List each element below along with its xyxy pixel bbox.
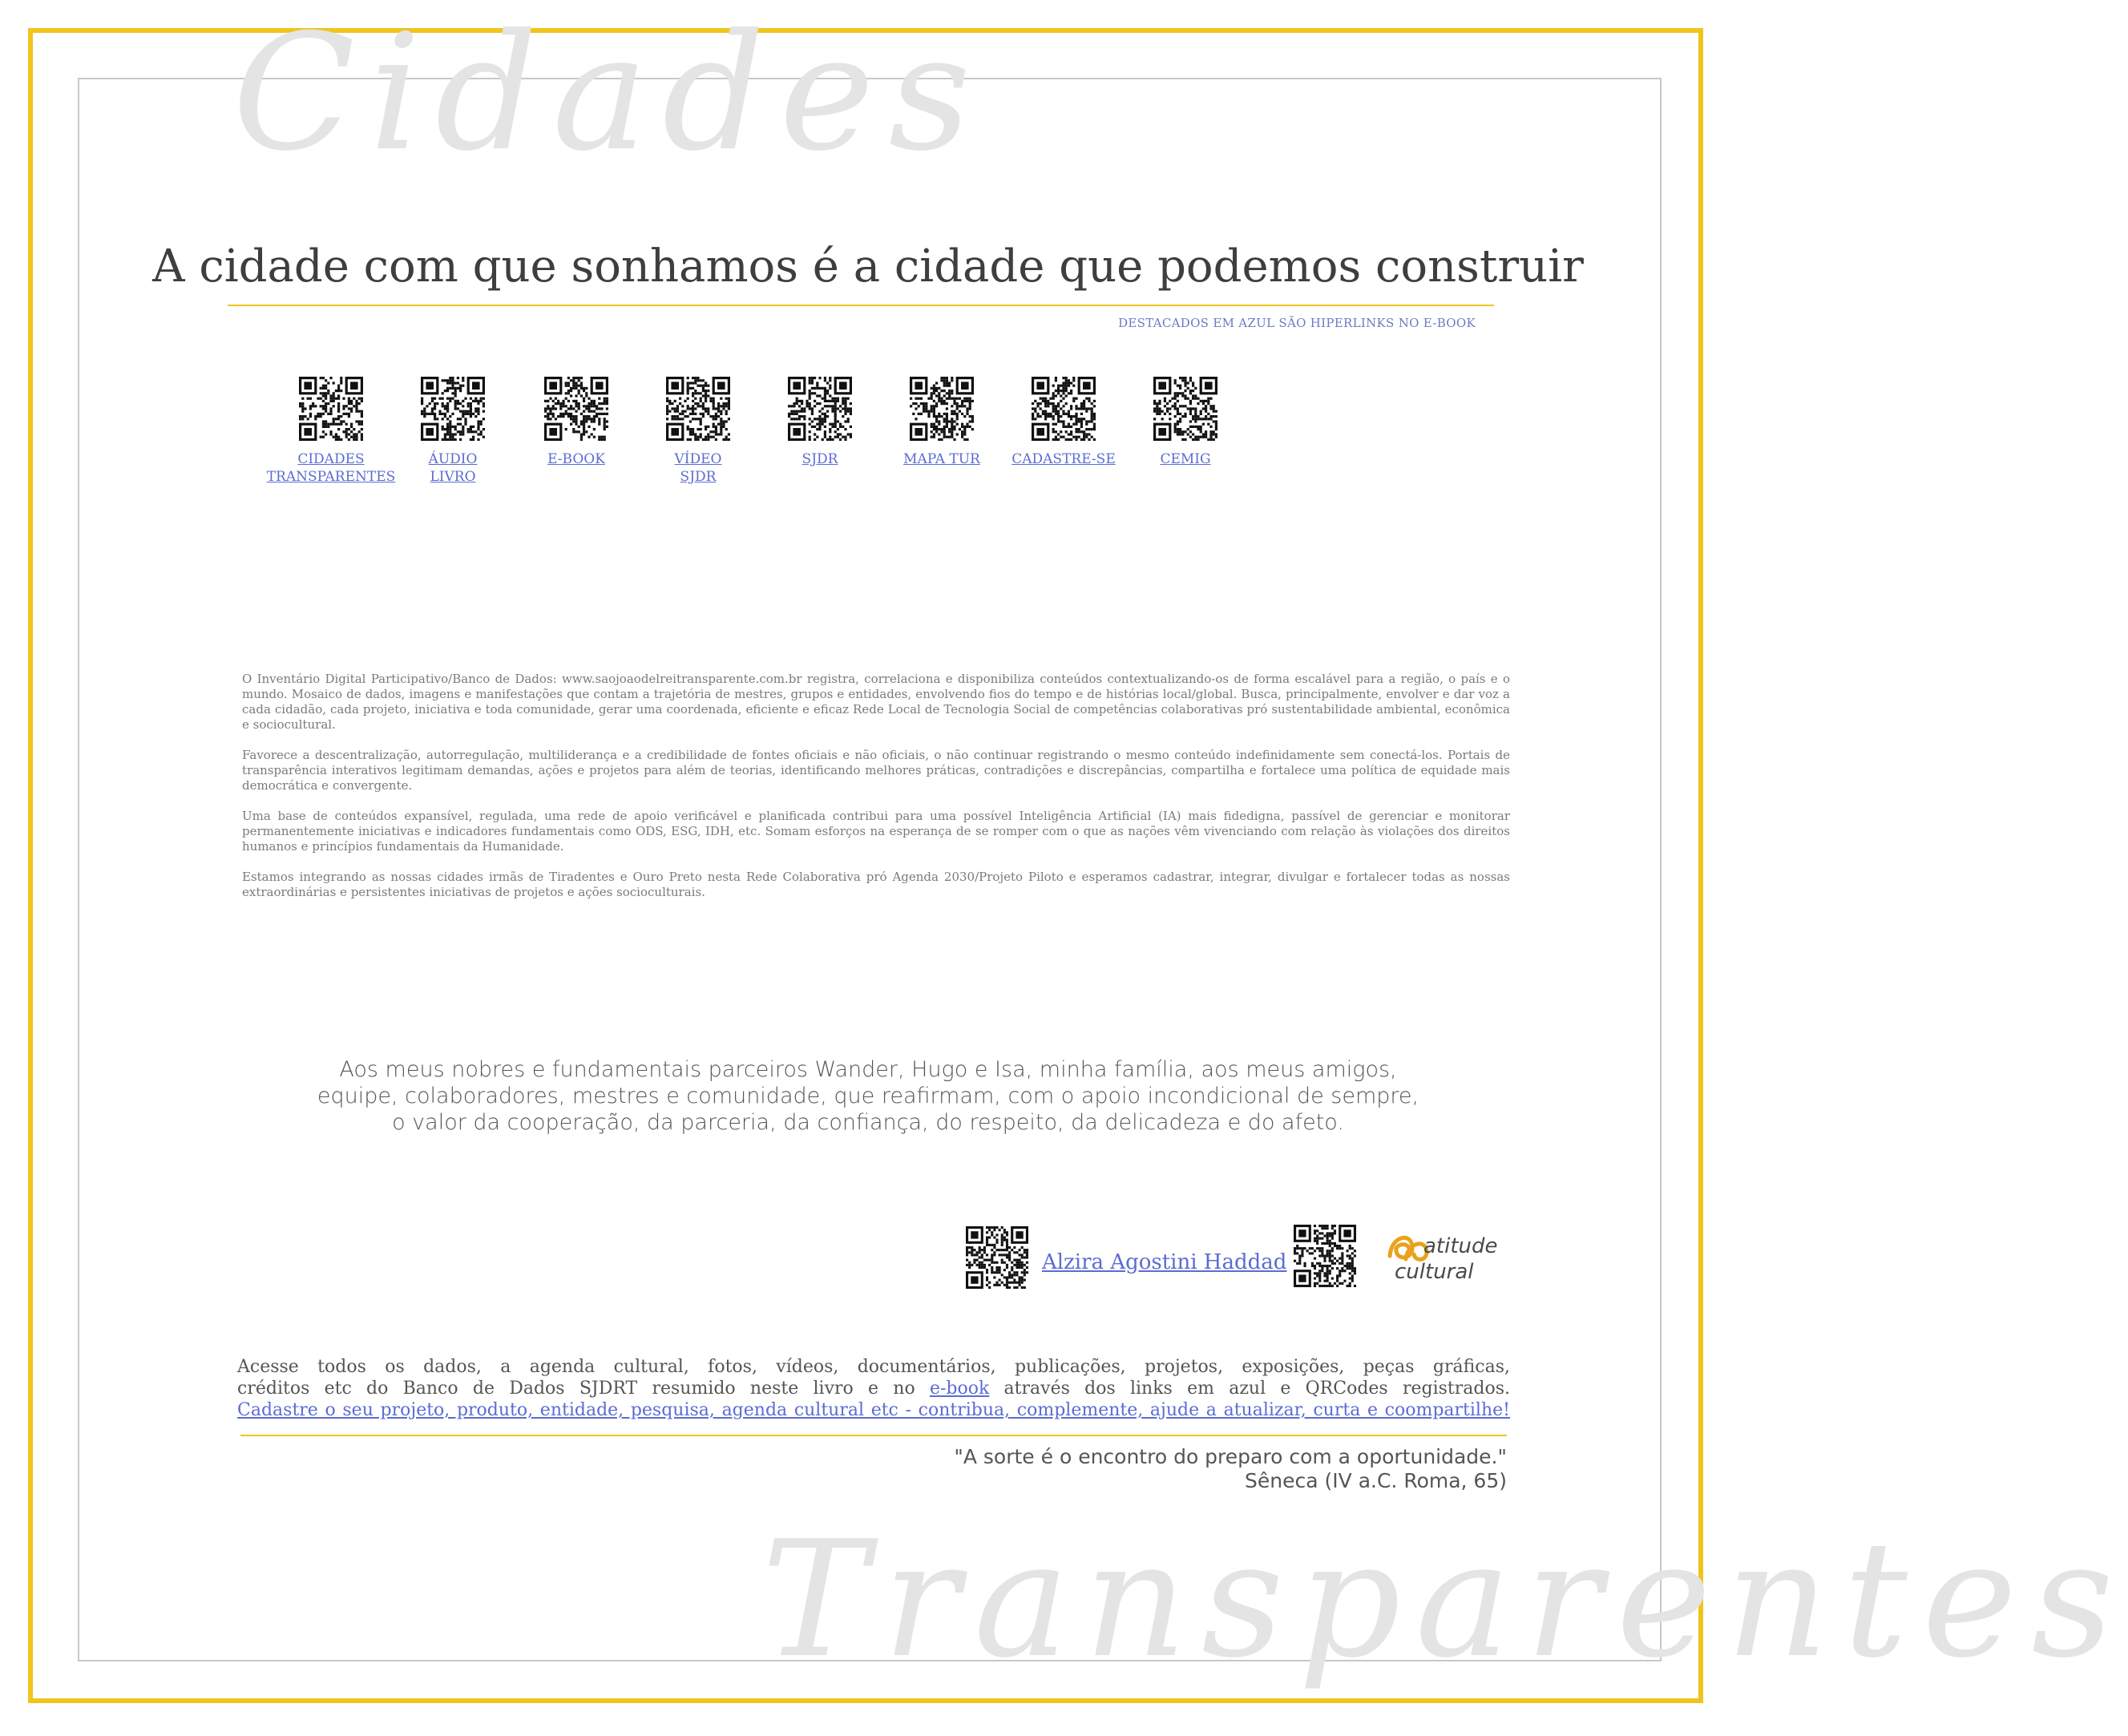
paragraph: Favorece a descentralização, autorregulação, multiliderança e a credibilidade de fontes oficiais e não oficiais, o não continuar registrando o mesmo conteúdo indefinidamente sem conectá-los. Portais de transparência interativos legitimam demandas, ações e projetos para além de teorias, identificando melhores práticas, contradições e discrepâncias, compartilha e fortalece uma política de equidade mais democrática e convergente. (242, 748, 1510, 793)
qr-label-audio-livro[interactable]: ÁUDIO LIVRO (428, 451, 478, 485)
author-link[interactable]: Alzira Agostini Haddad (1042, 1250, 1287, 1274)
paragraph: O Inventário Digital Participativo/Banco de Dados: www.saojoaodelreitransparente.com.br registra, correlaciona e disponibiliza conteúdos contextualizando-os de forma escalável para a região, o país e o mundo. Mosaico de dados, imagens e manifestações que contam a trajetória de mestres, grupos e entidades, envolvendo fios do tempo e de histórias local/global. Busca, principalmente, envolver e dar voz a cada cidadão, cada projeto, iniciativa e toda comunidade, gerar uma coordenada, eficiente e eficaz Rede Local de Tecnologia Social de competências colaborativas pró sustentabilidade ambiental, econômica e sociocultural. (242, 672, 1510, 732)
dedication-line: Aos meus nobres e fundamentais parceiros Wander, Hugo e Isa, minha família, aos meus amigos, (339, 1057, 1397, 1082)
qr-link-row (263, 377, 1265, 489)
svg-text:atitude: atitude (1423, 1234, 1498, 1258)
quote-text: "A sorte é o encontro do preparo com a oportunidade." (954, 1445, 1507, 1468)
paragraph: Uma base de conteúdos expansível, regulada, uma rede de apoio verificável e planificada contribui para uma possível Inteligência Artificial (IA) mais fidedigna, passível de gerenciar e monitorar permanentemente iniciativas e indicadores fundamentais como ODS, ESG, IDH, etc. Somam esforços na esperança de se romper com o que as nações vêm vivenciando com relação às violações dos direitos humanos e princípios fundamentais da Humanidade. (242, 809, 1510, 854)
author-qr-code-icon[interactable] (1294, 1225, 1356, 1287)
qr-label-sjdr[interactable]: SJDR (802, 451, 838, 467)
qr-label-ebook[interactable]: E-BOOK (547, 451, 605, 467)
access-divider (240, 1435, 1507, 1436)
author-qr-code-icon[interactable] (966, 1226, 1028, 1289)
paragraph: Estamos integrando as nossas cidades irmãs de Tiradentes e Ouro Preto nesta Rede Colaborativa pró Agenda 2030/Projeto Piloto e esperamos cadastrar, integrar, divulgar e fortalecer todas as nossas extraordinárias e persistentes iniciativas de projetos e ações socioculturais. (242, 870, 1510, 899)
qr-code-icon[interactable] (910, 377, 974, 441)
qr-label-mapa-tur[interactable]: MAPA TUR (903, 451, 980, 467)
qr-code-icon[interactable] (299, 377, 363, 441)
page-title: A cidade com que sonhamos é a cidade que podemos construir (152, 240, 1584, 293)
qr-code-icon[interactable] (788, 377, 852, 441)
qr-item-mapa-tur[interactable] (874, 377, 1010, 468)
qr-item-cemig[interactable] (1117, 377, 1254, 468)
qr-label-video-sjdr[interactable]: VÍDEO SJDR (674, 451, 722, 485)
decorative-script-cidades: Cidades (232, 0, 986, 187)
ebook-link[interactable]: e-book (929, 1379, 990, 1399)
qr-code-icon[interactable] (1032, 377, 1096, 441)
dedication-line: o valor da cooperação, da parceria, da confiança, do respeito, da delicadeza e do afeto. (392, 1110, 1344, 1135)
qr-item-sjdr[interactable] (752, 377, 888, 468)
qr-item-video-sjdr[interactable] (630, 377, 766, 486)
qr-code-icon[interactable] (666, 377, 730, 441)
access-line-2: créditos etc do Banco de Dados SJDRT resumido neste livro e no e-book através dos links em azul e QRCodes registrados. (237, 1379, 1510, 1399)
register-project-link[interactable]: Cadastre o seu projeto, produto, entidade, pesquisa, agenda cultural etc - contribua, complemente, ajude a atualizar, curta e coompartilhe! (237, 1400, 1510, 1420)
qr-label-cadastre-se[interactable]: CADASTRE-SE (1012, 451, 1116, 467)
qr-code-icon[interactable] (544, 377, 608, 441)
qr-item-cadastre-se[interactable] (995, 377, 1132, 468)
qr-label-cidades-transparentes[interactable]: CIDADES TRANSPARENTES (266, 451, 396, 485)
decorative-script-transparentes: Transparentes (761, 1507, 2128, 1694)
access-line-1: Acesse todos os dados, a agenda cultural, fotos, vídeos, documentários, publicações, projetos, exposições, peças gráficas, (237, 1357, 1510, 1377)
quote-author: Sêneca (IV a.C. Roma, 65) (1245, 1469, 1507, 1492)
intro-text (242, 672, 1510, 915)
dedication (0, 1056, 1736, 1136)
qr-code-icon[interactable] (1153, 377, 1217, 441)
access-text (237, 1356, 1510, 1421)
qr-item-audio-livro[interactable] (385, 377, 521, 486)
svg-text:cultural: cultural (1395, 1260, 1474, 1284)
atitude-cultural-logo (1385, 1224, 1505, 1288)
dedication-line: equipe, colaboradores, mestres e comunidade, que reafirmam, com o apoio incondicional de sempre, (317, 1084, 1419, 1108)
title-divider (228, 305, 1494, 306)
qr-label-cemig[interactable]: CEMIG (1160, 451, 1211, 467)
quote (954, 1445, 1507, 1493)
qr-item-cidades-transparentes[interactable] (263, 377, 399, 486)
hyperlink-note: DESTACADOS EM AZUL SÃO HIPERLINKS NO E-BOOK (1118, 316, 1476, 330)
qr-code-icon[interactable] (421, 377, 485, 441)
qr-item-ebook[interactable] (508, 377, 644, 468)
